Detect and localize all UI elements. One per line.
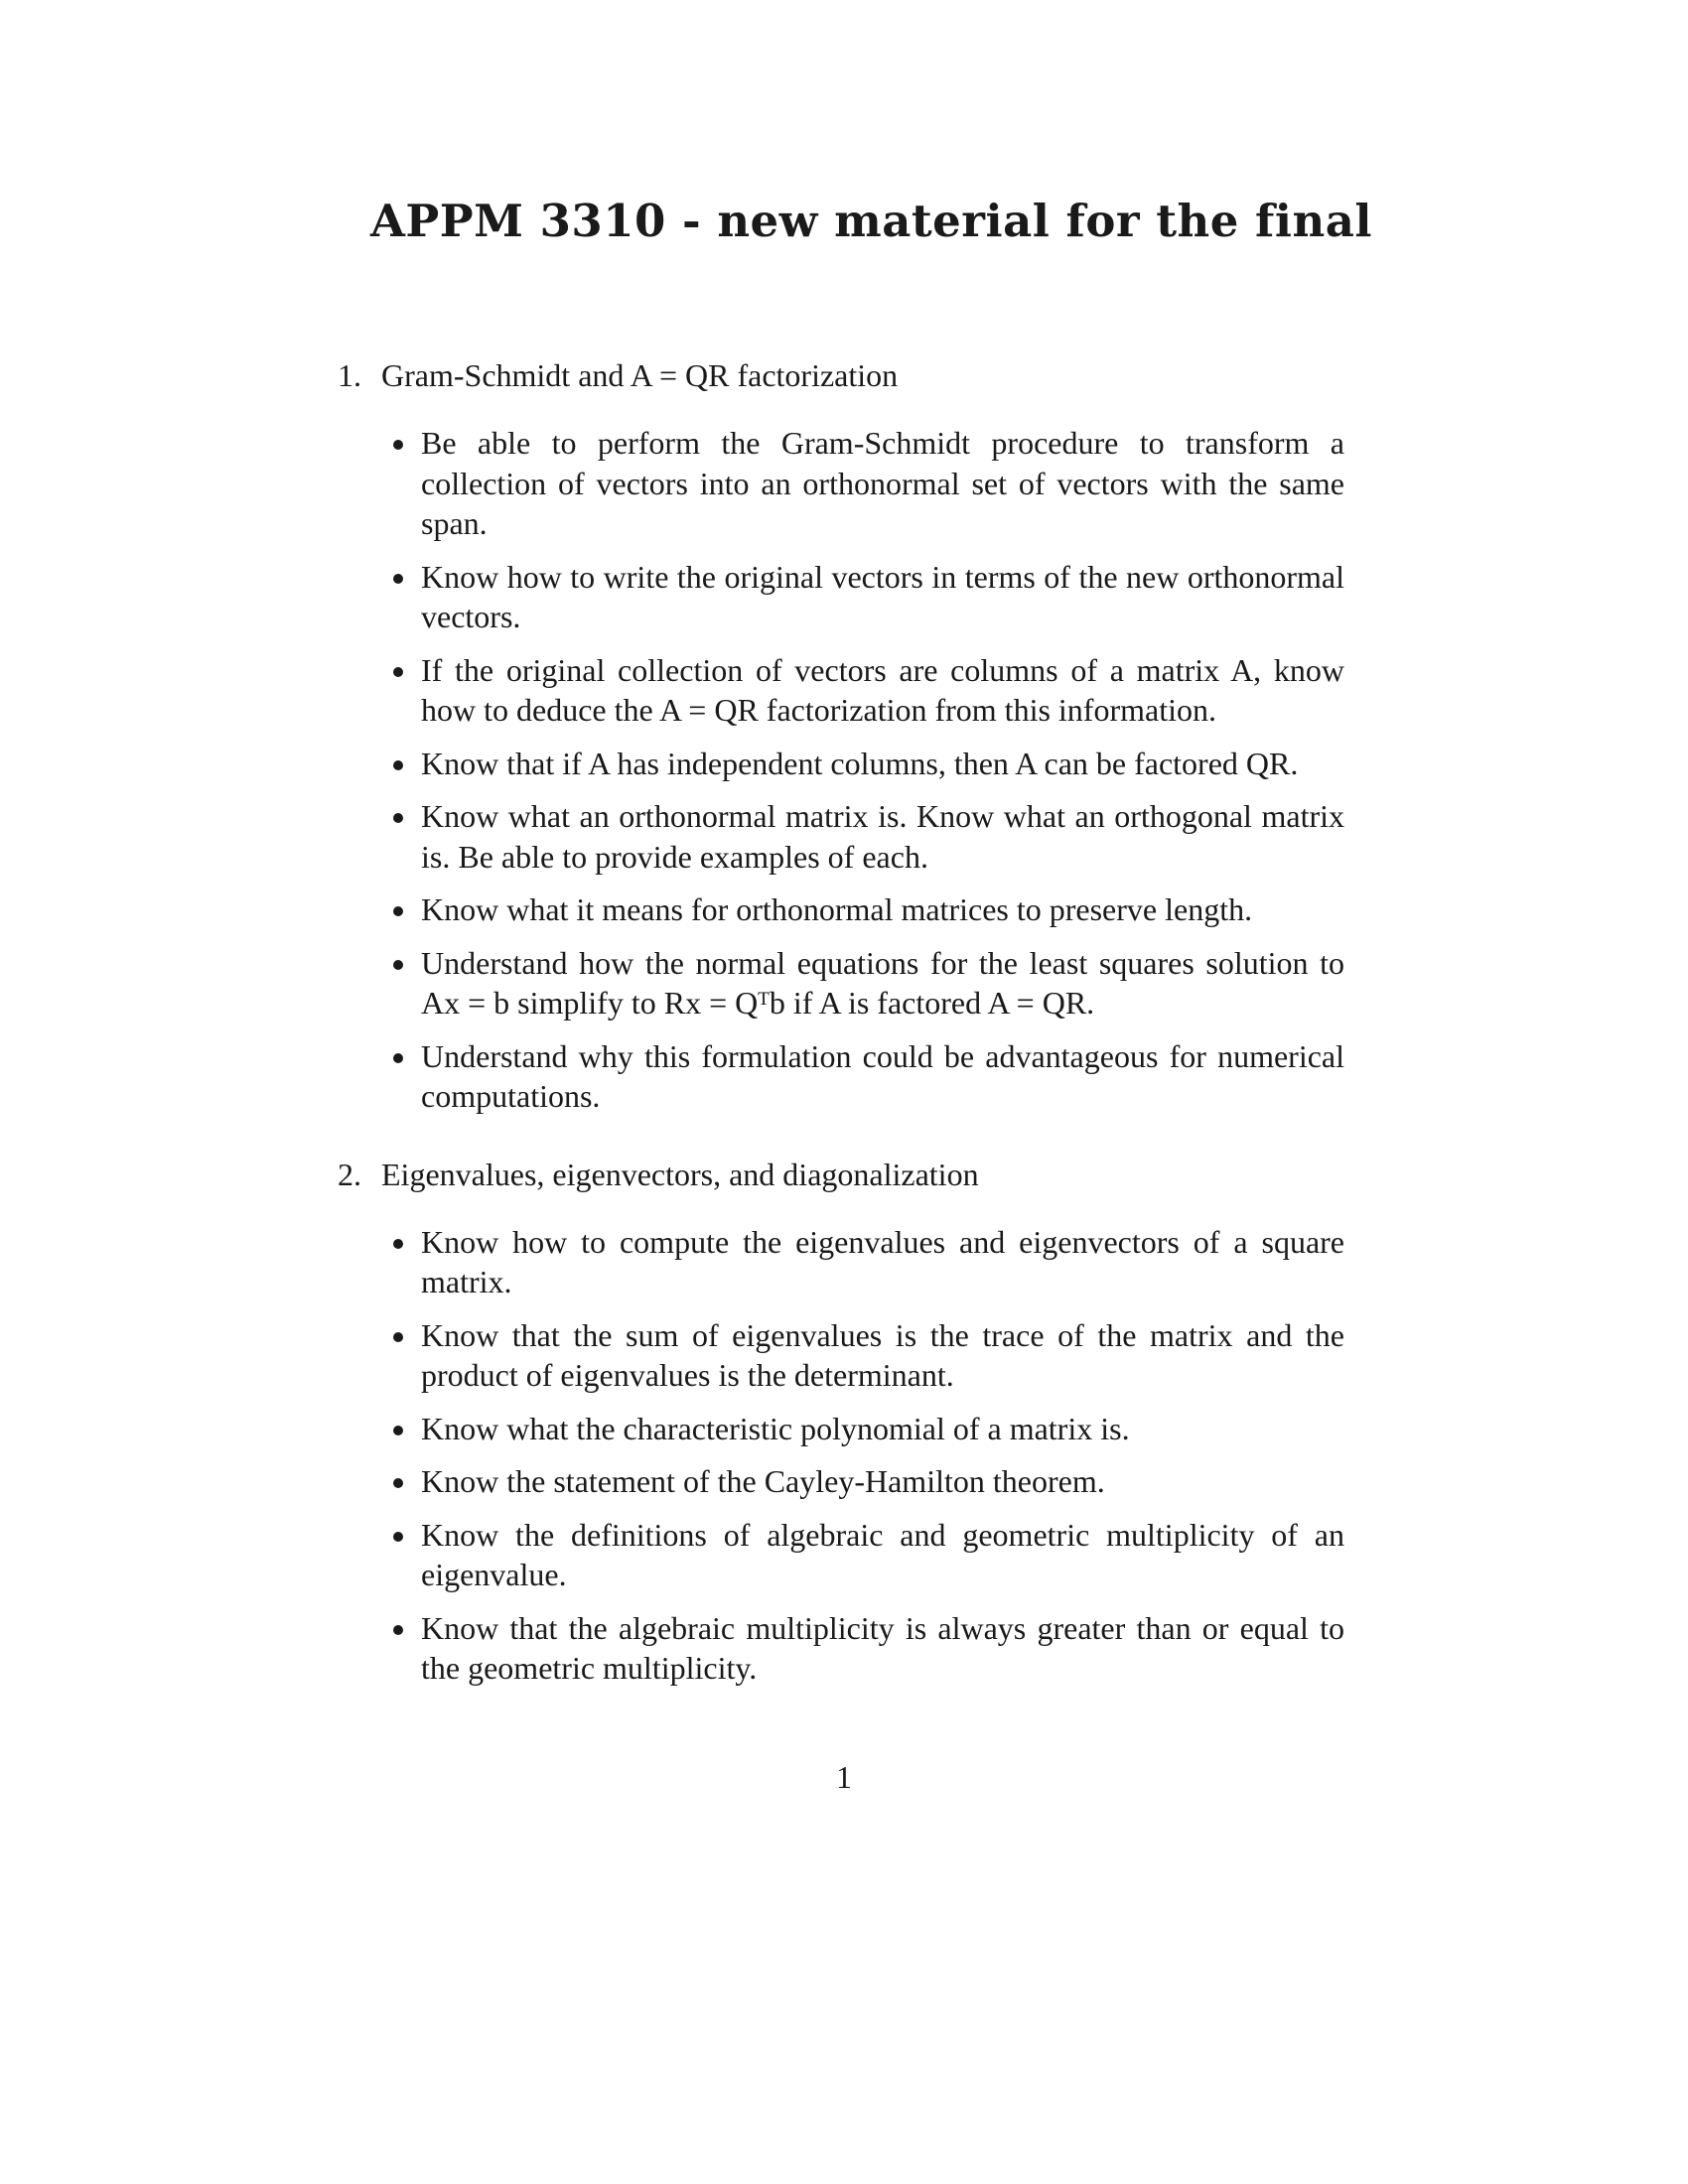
section-heading-text: Eigenvalues, eigenvectors, and diagonalization	[381, 1156, 979, 1192]
list-item	[421, 889, 1344, 930]
page-number: 1	[836, 1759, 852, 1795]
bullet-icon	[393, 813, 403, 823]
list-item-text: Be able to perform the Gram-Schmidt procedure to transform a collection of vectors into an orthonormal set of vectors with the same span.	[421, 425, 1344, 541]
list-item-text: Know the definitions of algebraic and geometric multiplicity of an eigenvalue.	[421, 1516, 1344, 1592]
bullet-icon	[393, 1478, 403, 1488]
list-item-text: If the original collection of vectors are columns of a matrix A, know how to deduce the A = QR factorization from this information.	[421, 651, 1344, 728]
list-item-text: Understand how the normal equations for the least squares solution to Ax = b simplify to Rx = Qᵀb if A is factored A = QR.	[421, 944, 1344, 1021]
list-item	[421, 1315, 1344, 1396]
section-heading	[338, 1155, 1380, 1194]
section-gram-schmidt	[338, 355, 1380, 1117]
bullet-icon	[393, 1426, 403, 1435]
list-item-text: Know what it means for orthonormal matrices to preserve length.	[421, 891, 1253, 927]
list-item	[421, 1461, 1344, 1502]
list-item-text: Know how to compute the eigenvalues and eigenvectors of a square matrix.	[421, 1223, 1344, 1299]
section-eigenvalues	[338, 1155, 1380, 1689]
bullet-icon	[393, 1332, 403, 1342]
bullet-list	[338, 423, 1380, 1117]
bullet-icon	[393, 574, 403, 584]
bullet-icon	[393, 667, 403, 677]
list-item-text: Know what an orthonormal matrix is. Know what an orthogonal matrix is. Be able to provide examples of each.	[421, 798, 1344, 875]
list-item-text: Know what the characteristic polynomial of a matrix is.	[421, 1410, 1130, 1446]
section-heading-text: Gram-Schmidt and A = QR factorization	[381, 357, 899, 393]
list-item	[421, 1608, 1344, 1689]
list-item	[421, 744, 1344, 784]
list-item	[421, 423, 1344, 544]
list-item	[421, 943, 1344, 1024]
page-title: APPM 3310 - new material for the final	[370, 195, 1372, 247]
bullet-list	[338, 1222, 1380, 1689]
list-item-text: Know how to write the original vectors in terms of the new orthonormal vectors.	[421, 558, 1344, 634]
bullet-icon	[393, 906, 403, 916]
list-item-text: Know that the sum of eigenvalues is the trace of the matrix and the product of eigenvalues is the determinant.	[421, 1316, 1344, 1393]
bullet-icon	[393, 1625, 403, 1635]
list-item	[421, 1409, 1344, 1449]
list-item	[421, 1515, 1344, 1595]
bullet-icon	[393, 760, 403, 770]
section-heading	[338, 355, 1380, 395]
bullet-icon	[393, 1053, 403, 1063]
bullet-icon	[393, 1239, 403, 1249]
list-item-text: Know that the algebraic multiplicity is always greater than or equal to the geometric multiplicity.	[421, 1609, 1344, 1686]
section-number: 2.	[338, 1156, 361, 1192]
list-item	[421, 1036, 1344, 1117]
list-item	[421, 557, 1344, 637]
list-item	[421, 796, 1344, 877]
bullet-icon	[393, 440, 403, 450]
bullet-icon	[393, 960, 403, 970]
list-item	[421, 650, 1344, 731]
list-item-text: Understand why this formulation could be advantageous for numerical computations.	[421, 1037, 1344, 1114]
bullet-icon	[393, 1532, 403, 1542]
list-item-text: Know that if A has independent columns, then A can be factored QR.	[421, 745, 1299, 781]
sections-list	[338, 355, 1380, 1689]
list-item	[421, 1222, 1344, 1302]
list-item-text: Know the statement of the Cayley-Hamilton theorem.	[421, 1463, 1105, 1499]
section-number: 1.	[338, 357, 361, 393]
